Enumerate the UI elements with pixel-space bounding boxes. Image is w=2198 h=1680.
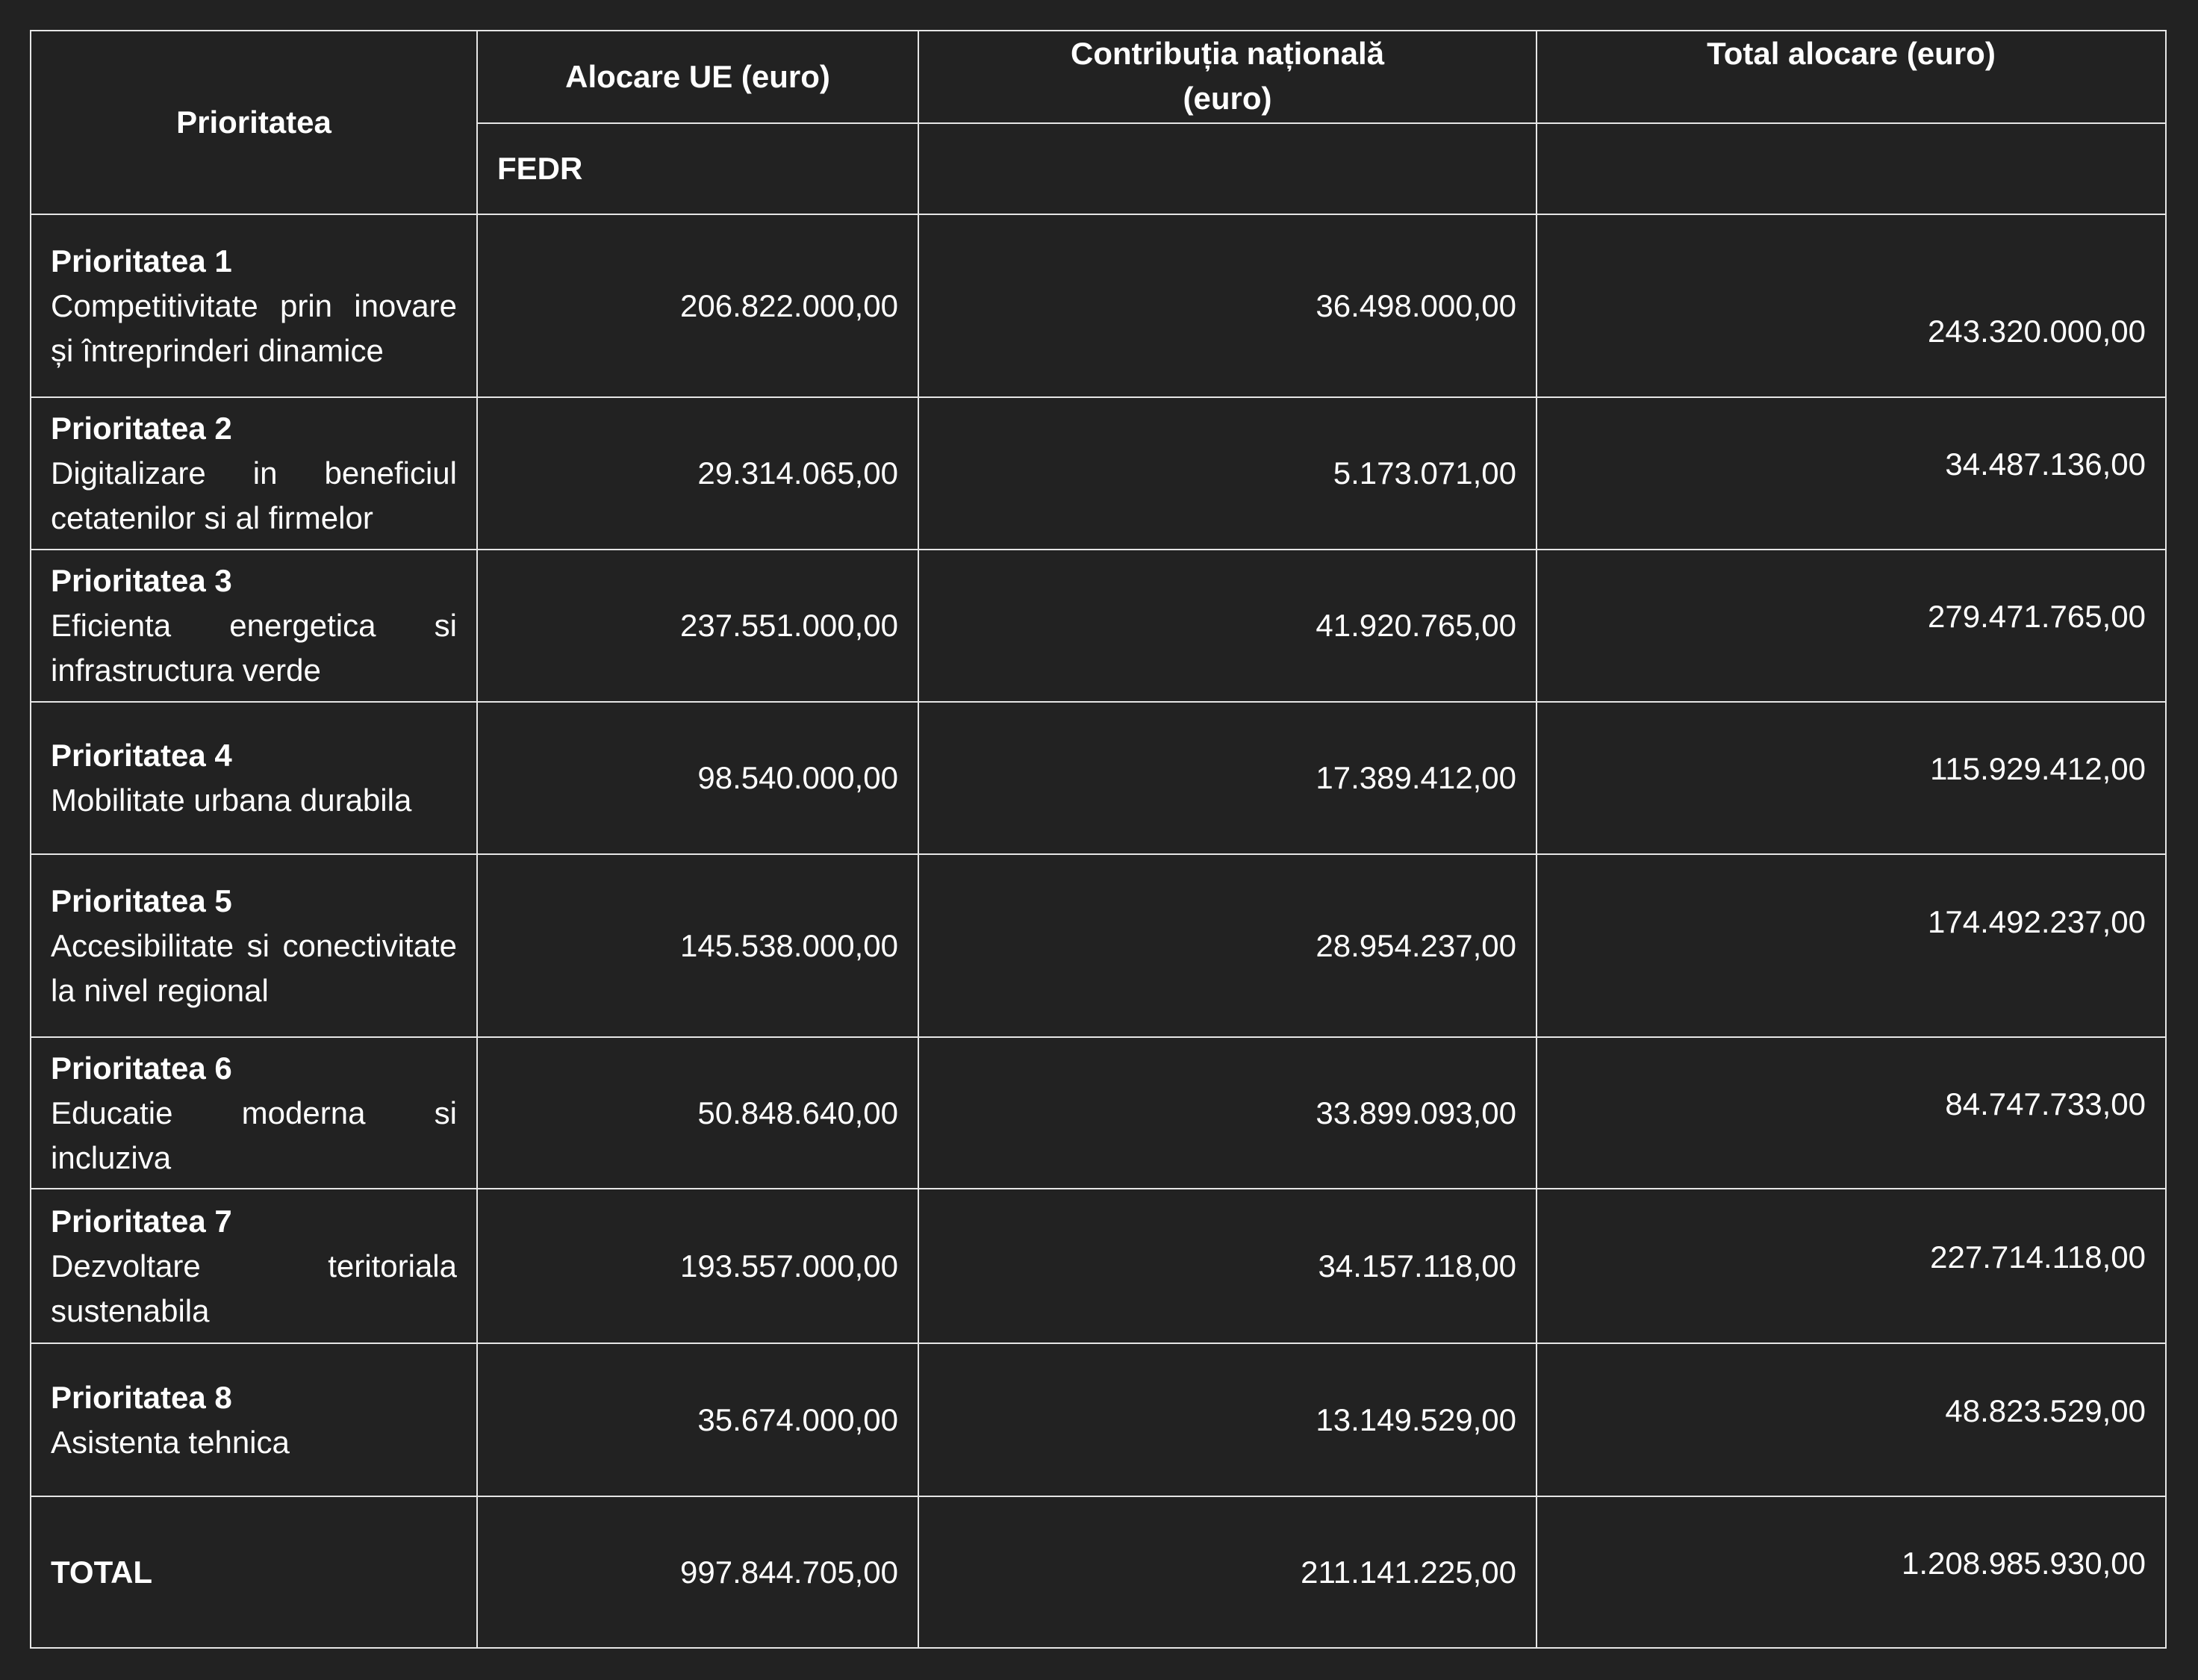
table-row	[31, 1189, 2166, 1343]
eu-value: 193.557.000,00	[477, 1189, 918, 1343]
grand-total-value-text: 1.208.985.930,00	[1902, 1545, 2146, 1581]
eu-value: 206.822.000,00	[477, 214, 918, 397]
priority-title: Prioritatea 6	[51, 1050, 232, 1086]
total-value	[1537, 1189, 2166, 1343]
priority-title: Prioritatea 1	[51, 243, 232, 279]
priority-description: Educatie moderna si incluziva	[51, 1095, 457, 1175]
priority-description: Digitalizare in beneficiul cetatenilor si al firmelor	[51, 455, 457, 535]
table-row	[31, 1343, 2166, 1496]
eu-value: 35.674.000,00	[477, 1343, 918, 1496]
table-row	[31, 550, 2166, 702]
table-row	[31, 854, 2166, 1037]
header-row	[31, 31, 2166, 123]
priority-cell	[31, 854, 477, 1037]
total-value	[1537, 702, 2166, 854]
priority-title: Prioritatea 5	[51, 883, 232, 918]
priority-title: Prioritatea 3	[51, 563, 232, 598]
total-value	[1537, 1343, 2166, 1496]
priority-description: Dezvoltare teritoriala sustenabila	[51, 1248, 457, 1328]
priority-title: Prioritatea 4	[51, 738, 232, 773]
header-national-contribution-text: Contribuția națională (euro)	[1071, 36, 1384, 116]
eu-value: 29.314.065,00	[477, 397, 918, 550]
total-value-text: 34.487.136,00	[1945, 447, 2146, 482]
header-empty-cell	[1537, 123, 2166, 214]
priority-cell	[31, 702, 477, 854]
table-row	[31, 1037, 2166, 1189]
priority-title: Prioritatea 7	[51, 1203, 232, 1239]
grand-total-value	[1537, 1496, 2166, 1648]
priority-cell	[31, 1037, 477, 1189]
total-value	[1537, 1037, 2166, 1189]
national-value: 5.173.071,00	[918, 397, 1537, 550]
priority-description: Asistenta tehnica	[51, 1424, 290, 1460]
total-national-value: 211.141.225,00	[918, 1496, 1537, 1648]
priority-title: Prioritatea 8	[51, 1379, 232, 1415]
national-value: 28.954.237,00	[918, 854, 1537, 1037]
priority-cell	[31, 1189, 477, 1343]
header-total-allocation: Total alocare (euro)	[1537, 31, 2166, 123]
eu-value: 98.540.000,00	[477, 702, 918, 854]
eu-value: 237.551.000,00	[477, 550, 918, 702]
eu-value: 145.538.000,00	[477, 854, 918, 1037]
table-row	[31, 397, 2166, 550]
total-value	[1537, 854, 2166, 1037]
total-value-text: 48.823.529,00	[1945, 1393, 2146, 1428]
eu-value: 50.848.640,00	[477, 1037, 918, 1189]
total-value-text: 243.320.000,00	[1928, 313, 2146, 349]
total-value-text: 174.492.237,00	[1928, 903, 2146, 939]
header-national-contribution	[918, 31, 1537, 123]
total-value-text: 115.929.412,00	[1930, 751, 2146, 786]
table-row	[31, 702, 2166, 854]
priority-title: Prioritatea 2	[51, 411, 232, 446]
priority-cell	[31, 214, 477, 397]
total-value-text: 279.471.765,00	[1928, 599, 2146, 634]
total-eu-value: 997.844.705,00	[477, 1496, 918, 1648]
table-row	[31, 214, 2166, 397]
header-eu-allocation: Alocare UE (euro)	[477, 31, 918, 123]
total-row	[31, 1496, 2166, 1648]
priority-cell	[31, 550, 477, 702]
priority-description: Eficienta energetica si infrastructura verde	[51, 608, 457, 688]
allocation-table	[30, 30, 2167, 1649]
priority-description: Mobilitate urbana durabila	[51, 783, 412, 818]
priority-cell	[31, 397, 477, 550]
header-empty-cell	[918, 123, 1537, 214]
national-value: 33.899.093,00	[918, 1037, 1537, 1189]
priority-cell	[31, 1343, 477, 1496]
header-fund: FEDR	[477, 123, 918, 214]
national-value: 36.498.000,00	[918, 214, 1537, 397]
national-value: 34.157.118,00	[918, 1189, 1537, 1343]
total-value-text: 84.747.733,00	[1945, 1086, 2146, 1121]
national-value: 13.149.529,00	[918, 1343, 1537, 1496]
national-value: 17.389.412,00	[918, 702, 1537, 854]
total-label: TOTAL	[31, 1496, 477, 1648]
total-value	[1537, 550, 2166, 702]
priority-description: Competitivitate prin inovare și întreprinderi dinamice	[51, 287, 457, 368]
header-priority: Prioritatea	[31, 31, 477, 214]
total-value	[1537, 214, 2166, 397]
national-value: 41.920.765,00	[918, 550, 1537, 702]
priority-description: Accesibilitate si conectivitate la nivel regional	[51, 927, 457, 1008]
total-value	[1537, 397, 2166, 550]
total-value-text: 227.714.118,00	[1930, 1239, 2146, 1275]
